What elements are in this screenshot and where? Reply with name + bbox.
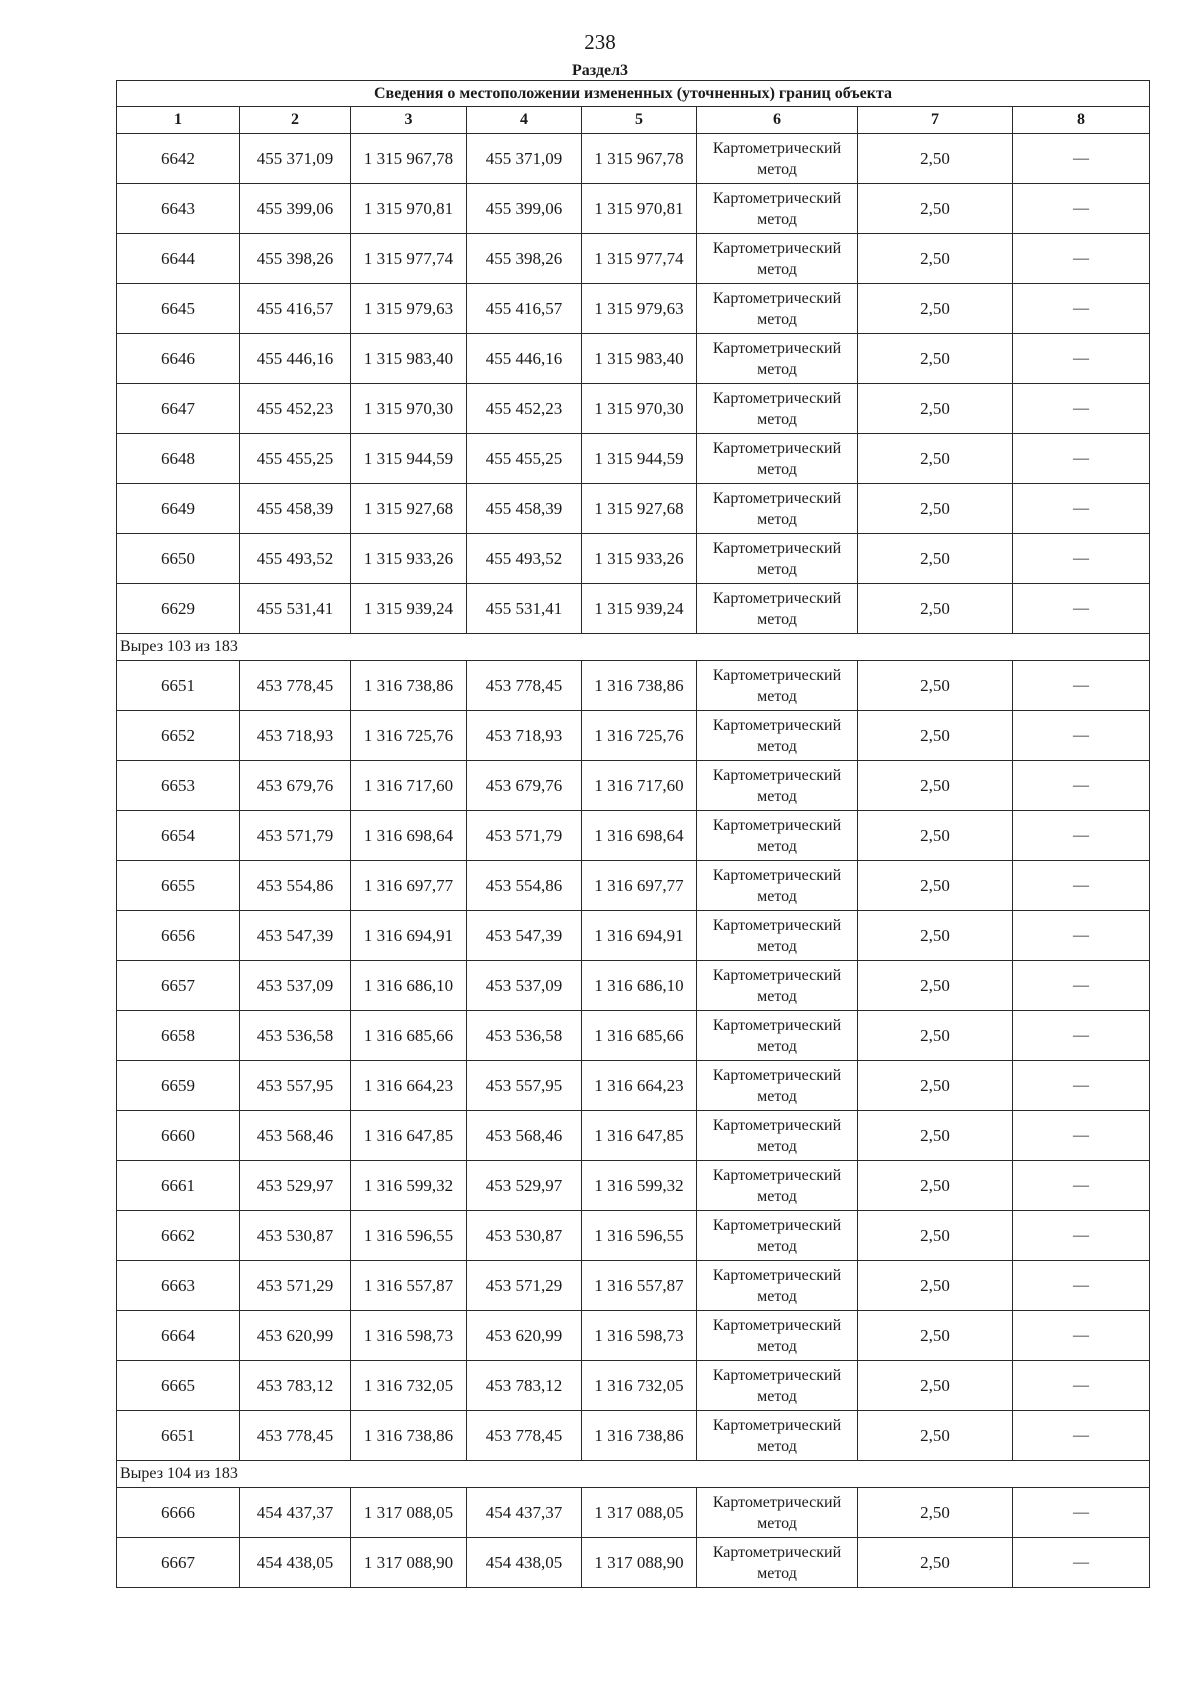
y-new-cell: 1 316 596,55: [582, 1211, 697, 1261]
method-cell: Картометрический метод: [697, 1261, 858, 1311]
accuracy-cell: 2,50: [858, 911, 1013, 961]
cutout-label-row: [117, 634, 1150, 661]
y-old-cell: 1 315 944,59: [351, 434, 467, 484]
y-old-cell: 1 316 647,85: [351, 1111, 467, 1161]
description-cell: —: [1013, 661, 1150, 711]
x-new-cell: 455 398,26: [467, 234, 582, 284]
accuracy-cell: 2,50: [858, 761, 1013, 811]
point-number-cell: 6643: [117, 184, 240, 234]
description-cell: —: [1013, 961, 1150, 1011]
x-old-cell: 453 554,86: [240, 861, 351, 911]
point-number-cell: 6667: [117, 1538, 240, 1588]
method-cell: Картометрический метод: [697, 234, 858, 284]
description-cell: —: [1013, 1011, 1150, 1061]
x-new-cell: 455 399,06: [467, 184, 582, 234]
description-cell: —: [1013, 1311, 1150, 1361]
y-old-cell: 1 315 983,40: [351, 334, 467, 384]
table-row: [117, 1061, 1150, 1111]
column-header: 6: [697, 107, 858, 134]
method-cell: Картометрический метод: [697, 184, 858, 234]
x-old-cell: 455 455,25: [240, 434, 351, 484]
accuracy-cell: 2,50: [858, 284, 1013, 334]
description-cell: —: [1013, 534, 1150, 584]
accuracy-cell: 2,50: [858, 134, 1013, 184]
accuracy-cell: 2,50: [858, 1538, 1013, 1588]
x-new-cell: 453 536,58: [467, 1011, 582, 1061]
description-cell: —: [1013, 1538, 1150, 1588]
method-cell: Картометрический метод: [697, 384, 858, 434]
y-old-cell: 1 316 685,66: [351, 1011, 467, 1061]
description-cell: —: [1013, 484, 1150, 534]
x-old-cell: 455 458,39: [240, 484, 351, 534]
x-new-cell: 455 446,16: [467, 334, 582, 384]
accuracy-cell: 2,50: [858, 184, 1013, 234]
y-old-cell: 1 316 717,60: [351, 761, 467, 811]
accuracy-cell: 2,50: [858, 1311, 1013, 1361]
x-new-cell: 453 568,46: [467, 1111, 582, 1161]
point-number-cell: 6655: [117, 861, 240, 911]
y-new-cell: 1 316 697,77: [582, 861, 697, 911]
description-cell: —: [1013, 1488, 1150, 1538]
method-cell: Картометрический метод: [697, 334, 858, 384]
x-new-cell: 454 437,37: [467, 1488, 582, 1538]
description-cell: —: [1013, 384, 1150, 434]
table-caption: Сведения о местоположении измененных (уточненных) границ объекта: [117, 81, 1150, 107]
x-new-cell: 453 547,39: [467, 911, 582, 961]
accuracy-cell: 2,50: [858, 811, 1013, 861]
table-row: [117, 661, 1150, 711]
table-row: [117, 434, 1150, 484]
point-number-cell: 6653: [117, 761, 240, 811]
point-number-cell: 6650: [117, 534, 240, 584]
table-row: [117, 861, 1150, 911]
y-old-cell: 1 316 725,76: [351, 711, 467, 761]
table-row: [117, 1011, 1150, 1061]
method-cell: Картометрический метод: [697, 811, 858, 861]
description-cell: —: [1013, 1361, 1150, 1411]
y-new-cell: 1 316 664,23: [582, 1061, 697, 1111]
table-row: [117, 534, 1150, 584]
accuracy-cell: 2,50: [858, 1261, 1013, 1311]
description-cell: —: [1013, 1411, 1150, 1461]
x-old-cell: 453 778,45: [240, 661, 351, 711]
x-new-cell: 453 530,87: [467, 1211, 582, 1261]
x-old-cell: 453 571,79: [240, 811, 351, 861]
table-row: [117, 711, 1150, 761]
point-number-cell: 6656: [117, 911, 240, 961]
table-row: [117, 1161, 1150, 1211]
cutout-label: Вырез 104 из 183: [117, 1461, 1150, 1488]
table-row: [117, 961, 1150, 1011]
method-cell: Картометрический метод: [697, 584, 858, 634]
point-number-cell: 6629: [117, 584, 240, 634]
point-number-cell: 6646: [117, 334, 240, 384]
accuracy-cell: 2,50: [858, 1211, 1013, 1261]
method-cell: Картометрический метод: [697, 484, 858, 534]
table-row: [117, 1261, 1150, 1311]
y-old-cell: 1 315 979,63: [351, 284, 467, 334]
accuracy-cell: 2,50: [858, 534, 1013, 584]
y-new-cell: 1 315 977,74: [582, 234, 697, 284]
y-new-cell: 1 316 717,60: [582, 761, 697, 811]
description-cell: —: [1013, 584, 1150, 634]
point-number-cell: 6651: [117, 661, 240, 711]
x-new-cell: 453 679,76: [467, 761, 582, 811]
column-header: 3: [351, 107, 467, 134]
method-cell: Картометрический метод: [697, 961, 858, 1011]
y-new-cell: 1 317 088,90: [582, 1538, 697, 1588]
y-new-cell: 1 315 970,30: [582, 384, 697, 434]
description-cell: —: [1013, 1211, 1150, 1261]
y-new-cell: 1 315 979,63: [582, 284, 697, 334]
table-row: [117, 911, 1150, 961]
column-header: 5: [582, 107, 697, 134]
point-number-cell: 6659: [117, 1061, 240, 1111]
y-new-cell: 1 316 685,66: [582, 1011, 697, 1061]
table-row: [117, 1211, 1150, 1261]
x-old-cell: 454 438,05: [240, 1538, 351, 1588]
table-body: [117, 134, 1150, 1588]
description-cell: —: [1013, 434, 1150, 484]
y-new-cell: 1 315 939,24: [582, 584, 697, 634]
table-row: [117, 184, 1150, 234]
table-row: [117, 134, 1150, 184]
section-title: Раздел3: [571, 62, 629, 79]
table-row: [117, 484, 1150, 534]
x-new-cell: 455 493,52: [467, 534, 582, 584]
x-new-cell: 453 529,97: [467, 1161, 582, 1211]
y-old-cell: 1 315 967,78: [351, 134, 467, 184]
y-new-cell: 1 315 970,81: [582, 184, 697, 234]
table-row: [117, 1111, 1150, 1161]
x-old-cell: 455 398,26: [240, 234, 351, 284]
description-cell: —: [1013, 1111, 1150, 1161]
description-cell: —: [1013, 761, 1150, 811]
x-old-cell: 454 437,37: [240, 1488, 351, 1538]
y-old-cell: 1 316 598,73: [351, 1311, 467, 1361]
x-new-cell: 454 438,05: [467, 1538, 582, 1588]
accuracy-cell: 2,50: [858, 584, 1013, 634]
table-row: [117, 1488, 1150, 1538]
accuracy-cell: 2,50: [858, 1161, 1013, 1211]
x-new-cell: 455 416,57: [467, 284, 582, 334]
column-header: 7: [858, 107, 1013, 134]
x-new-cell: 453 571,79: [467, 811, 582, 861]
x-new-cell: 455 458,39: [467, 484, 582, 534]
point-number-cell: 6658: [117, 1011, 240, 1061]
accuracy-cell: 2,50: [858, 1011, 1013, 1061]
y-new-cell: 1 315 933,26: [582, 534, 697, 584]
table-row: [117, 1538, 1150, 1588]
y-old-cell: 1 315 970,81: [351, 184, 467, 234]
accuracy-cell: 2,50: [858, 1488, 1013, 1538]
x-old-cell: 453 783,12: [240, 1361, 351, 1411]
table-row: [117, 1361, 1150, 1411]
point-number-cell: 6647: [117, 384, 240, 434]
y-old-cell: 1 315 933,26: [351, 534, 467, 584]
x-new-cell: 453 537,09: [467, 961, 582, 1011]
y-old-cell: 1 316 694,91: [351, 911, 467, 961]
x-new-cell: 455 531,41: [467, 584, 582, 634]
column-header: 8: [1013, 107, 1150, 134]
accuracy-cell: 2,50: [858, 961, 1013, 1011]
y-old-cell: 1 316 599,32: [351, 1161, 467, 1211]
method-cell: Картометрический метод: [697, 1538, 858, 1588]
accuracy-cell: 2,50: [858, 384, 1013, 434]
point-number-cell: 6657: [117, 961, 240, 1011]
y-new-cell: 1 316 738,86: [582, 1411, 697, 1461]
x-old-cell: 453 571,29: [240, 1261, 351, 1311]
accuracy-cell: 2,50: [858, 484, 1013, 534]
x-old-cell: 453 530,87: [240, 1211, 351, 1261]
x-new-cell: 453 718,93: [467, 711, 582, 761]
method-cell: Картометрический метод: [697, 661, 858, 711]
y-new-cell: 1 316 686,10: [582, 961, 697, 1011]
method-cell: Картометрический метод: [697, 534, 858, 584]
method-cell: Картометрический метод: [697, 1211, 858, 1261]
point-number-cell: 6648: [117, 434, 240, 484]
point-number-cell: 6645: [117, 284, 240, 334]
method-cell: Картометрический метод: [697, 1011, 858, 1061]
x-old-cell: 455 371,09: [240, 134, 351, 184]
point-number-cell: 6666: [117, 1488, 240, 1538]
description-cell: —: [1013, 1161, 1150, 1211]
table-row: [117, 1311, 1150, 1361]
x-old-cell: 453 778,45: [240, 1411, 351, 1461]
page-number: 238: [584, 30, 616, 54]
coordinates-table: [116, 80, 1150, 1588]
y-old-cell: 1 315 970,30: [351, 384, 467, 434]
point-number-cell: 6664: [117, 1311, 240, 1361]
x-old-cell: 453 529,97: [240, 1161, 351, 1211]
table-row: [117, 584, 1150, 634]
description-cell: —: [1013, 1261, 1150, 1311]
x-old-cell: 453 679,76: [240, 761, 351, 811]
method-cell: Картометрический метод: [697, 711, 858, 761]
table-row: [117, 334, 1150, 384]
y-new-cell: 1 315 967,78: [582, 134, 697, 184]
description-cell: —: [1013, 911, 1150, 961]
method-cell: Картометрический метод: [697, 1411, 858, 1461]
point-number-cell: 6642: [117, 134, 240, 184]
x-old-cell: 455 452,23: [240, 384, 351, 434]
column-header: 2: [240, 107, 351, 134]
x-old-cell: 455 399,06: [240, 184, 351, 234]
point-number-cell: 6652: [117, 711, 240, 761]
method-cell: Картометрический метод: [697, 911, 858, 961]
description-cell: —: [1013, 234, 1150, 284]
y-new-cell: 1 317 088,05: [582, 1488, 697, 1538]
x-new-cell: 455 455,25: [467, 434, 582, 484]
method-cell: Картометрический метод: [697, 284, 858, 334]
accuracy-cell: 2,50: [858, 434, 1013, 484]
method-cell: Картометрический метод: [697, 1161, 858, 1211]
x-old-cell: 455 416,57: [240, 284, 351, 334]
cutout-label-row: [117, 1461, 1150, 1488]
x-new-cell: 455 452,23: [467, 384, 582, 434]
x-old-cell: 453 547,39: [240, 911, 351, 961]
accuracy-cell: 2,50: [858, 1361, 1013, 1411]
y-new-cell: 1 315 927,68: [582, 484, 697, 534]
x-new-cell: 453 620,99: [467, 1311, 582, 1361]
y-old-cell: 1 316 664,23: [351, 1061, 467, 1111]
accuracy-cell: 2,50: [858, 1411, 1013, 1461]
point-number-cell: 6663: [117, 1261, 240, 1311]
x-old-cell: 455 531,41: [240, 584, 351, 634]
y-old-cell: 1 316 738,86: [351, 661, 467, 711]
table-row: [117, 284, 1150, 334]
x-new-cell: 453 783,12: [467, 1361, 582, 1411]
x-old-cell: 453 536,58: [240, 1011, 351, 1061]
x-old-cell: 453 537,09: [240, 961, 351, 1011]
x-new-cell: 453 778,45: [467, 1411, 582, 1461]
table-row: [117, 811, 1150, 861]
y-new-cell: 1 316 557,87: [582, 1261, 697, 1311]
y-new-cell: 1 316 732,05: [582, 1361, 697, 1411]
y-new-cell: 1 315 944,59: [582, 434, 697, 484]
x-new-cell: 453 557,95: [467, 1061, 582, 1111]
y-old-cell: 1 316 686,10: [351, 961, 467, 1011]
y-new-cell: 1 315 983,40: [582, 334, 697, 384]
method-cell: Картометрический метод: [697, 1488, 858, 1538]
y-old-cell: 1 316 557,87: [351, 1261, 467, 1311]
y-new-cell: 1 316 647,85: [582, 1111, 697, 1161]
accuracy-cell: 2,50: [858, 1111, 1013, 1161]
y-old-cell: 1 316 738,86: [351, 1411, 467, 1461]
y-old-cell: 1 315 927,68: [351, 484, 467, 534]
y-old-cell: 1 315 939,24: [351, 584, 467, 634]
description-cell: —: [1013, 1061, 1150, 1111]
table-row: [117, 1411, 1150, 1461]
description-cell: —: [1013, 334, 1150, 384]
point-number-cell: 6665: [117, 1361, 240, 1411]
x-new-cell: 453 778,45: [467, 661, 582, 711]
description-cell: —: [1013, 711, 1150, 761]
description-cell: —: [1013, 284, 1150, 334]
description-cell: —: [1013, 861, 1150, 911]
point-number-cell: 6644: [117, 234, 240, 284]
x-new-cell: 453 571,29: [467, 1261, 582, 1311]
method-cell: Картометрический метод: [697, 1111, 858, 1161]
point-number-cell: 6662: [117, 1211, 240, 1261]
y-old-cell: 1 316 697,77: [351, 861, 467, 911]
x-old-cell: 453 557,95: [240, 1061, 351, 1111]
method-cell: Картометрический метод: [697, 1061, 858, 1111]
x-new-cell: 455 371,09: [467, 134, 582, 184]
accuracy-cell: 2,50: [858, 661, 1013, 711]
y-old-cell: 1 316 732,05: [351, 1361, 467, 1411]
method-cell: Картометрический метод: [697, 761, 858, 811]
description-cell: —: [1013, 184, 1150, 234]
method-cell: Картометрический метод: [697, 1361, 858, 1411]
description-cell: —: [1013, 134, 1150, 184]
accuracy-cell: 2,50: [858, 234, 1013, 284]
method-cell: Картометрический метод: [697, 1311, 858, 1361]
method-cell: Картометрический метод: [697, 861, 858, 911]
x-old-cell: 453 568,46: [240, 1111, 351, 1161]
y-new-cell: 1 316 738,86: [582, 661, 697, 711]
column-header: 1: [117, 107, 240, 134]
description-cell: —: [1013, 811, 1150, 861]
method-cell: Картометрический метод: [697, 134, 858, 184]
table-row: [117, 761, 1150, 811]
method-cell: Картометрический метод: [697, 434, 858, 484]
table-row: [117, 384, 1150, 434]
accuracy-cell: 2,50: [858, 334, 1013, 384]
x-old-cell: 455 493,52: [240, 534, 351, 584]
point-number-cell: 6651: [117, 1411, 240, 1461]
y-new-cell: 1 316 725,76: [582, 711, 697, 761]
table-row: [117, 234, 1150, 284]
y-new-cell: 1 316 598,73: [582, 1311, 697, 1361]
x-old-cell: 453 718,93: [240, 711, 351, 761]
x-new-cell: 453 554,86: [467, 861, 582, 911]
y-new-cell: 1 316 599,32: [582, 1161, 697, 1211]
accuracy-cell: 2,50: [858, 711, 1013, 761]
y-old-cell: 1 317 088,05: [351, 1488, 467, 1538]
y-old-cell: 1 315 977,74: [351, 234, 467, 284]
point-number-cell: 6654: [117, 811, 240, 861]
y-new-cell: 1 316 698,64: [582, 811, 697, 861]
accuracy-cell: 2,50: [858, 861, 1013, 911]
point-number-cell: 6661: [117, 1161, 240, 1211]
y-new-cell: 1 316 694,91: [582, 911, 697, 961]
y-old-cell: 1 317 088,90: [351, 1538, 467, 1588]
point-number-cell: 6649: [117, 484, 240, 534]
point-number-cell: 6660: [117, 1111, 240, 1161]
cutout-label: Вырез 103 из 183: [117, 634, 1150, 661]
x-old-cell: 455 446,16: [240, 334, 351, 384]
y-old-cell: 1 316 698,64: [351, 811, 467, 861]
y-old-cell: 1 316 596,55: [351, 1211, 467, 1261]
x-old-cell: 453 620,99: [240, 1311, 351, 1361]
accuracy-cell: 2,50: [858, 1061, 1013, 1111]
column-header: 4: [467, 107, 582, 134]
